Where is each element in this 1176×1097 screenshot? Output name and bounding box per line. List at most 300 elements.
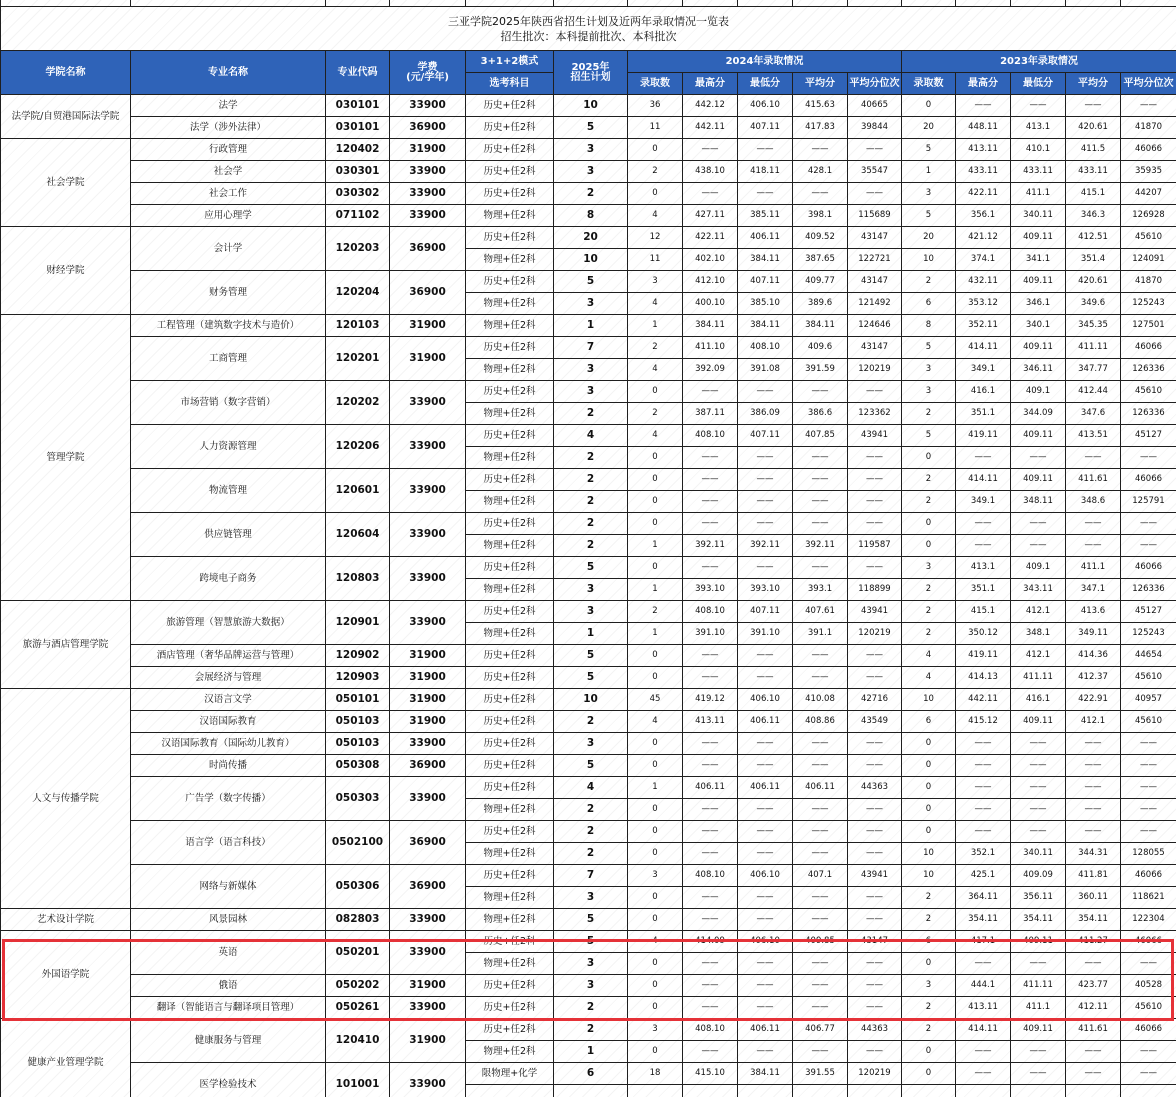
subjects-cell[interactable]: 历史+任2科 (466, 755, 554, 777)
value-cell[interactable]: 385.10 (738, 293, 793, 315)
value-cell[interactable]: —— (683, 469, 738, 491)
value-cell[interactable]: 3 (902, 381, 956, 403)
value-cell[interactable]: 41870 (1121, 271, 1176, 293)
value-cell[interactable]: 392.11 (738, 535, 793, 557)
value-cell[interactable] (738, 1085, 793, 1097)
subjects-cell[interactable]: 物理+任2科 (466, 623, 554, 645)
value-cell[interactable]: 416.1 (1011, 689, 1066, 711)
value-cell[interactable]: —— (956, 777, 1011, 799)
value-cell[interactable]: 0 (902, 1063, 956, 1085)
value-cell[interactable] (1066, 1085, 1121, 1097)
value-cell[interactable]: 0 (628, 975, 683, 997)
value-cell[interactable]: 411.1 (1011, 183, 1066, 205)
value-cell[interactable]: 393.1 (793, 579, 848, 601)
value-cell[interactable]: 411.61 (1066, 469, 1121, 491)
subjects-cell[interactable]: 物理+任2科 (466, 887, 554, 909)
subjects-cell[interactable]: 物理+任2科 (466, 1041, 554, 1063)
value-cell[interactable]: 2 (628, 403, 683, 425)
value-cell[interactable]: 414.11 (956, 1019, 1011, 1041)
value-cell[interactable]: 3 (902, 183, 956, 205)
value-cell[interactable]: 414.13 (956, 667, 1011, 689)
value-cell[interactable]: 413.11 (956, 997, 1011, 1019)
value-cell[interactable]: —— (683, 557, 738, 579)
college-cell[interactable]: 人文与传播学院 (1, 689, 131, 909)
value-cell[interactable]: —— (1011, 535, 1066, 557)
value-cell[interactable]: —— (683, 645, 738, 667)
value-cell[interactable]: —— (848, 645, 902, 667)
value-cell[interactable]: —— (738, 469, 793, 491)
value-cell[interactable]: 3 (628, 271, 683, 293)
value-cell[interactable]: 406.77 (793, 1019, 848, 1041)
value-cell[interactable]: 356.1 (956, 205, 1011, 227)
value-cell[interactable]: 427.11 (683, 205, 738, 227)
value-cell[interactable]: 126336 (1121, 403, 1176, 425)
value-cell[interactable]: 407.11 (738, 117, 793, 139)
value-cell[interactable]: 126928 (1121, 205, 1176, 227)
code-cell[interactable]: 050101 (326, 689, 390, 711)
value-cell[interactable]: —— (1011, 447, 1066, 469)
value-cell[interactable]: 0 (902, 755, 956, 777)
value-cell[interactable]: 44207 (1121, 183, 1176, 205)
value-cell[interactable]: 415.1 (1066, 183, 1121, 205)
value-cell[interactable]: 5 (902, 139, 956, 161)
value-cell[interactable]: 45610 (1121, 381, 1176, 403)
value-cell[interactable]: —— (1121, 447, 1176, 469)
plan-cell[interactable]: 2 (554, 997, 628, 1019)
value-cell[interactable]: 0 (628, 491, 683, 513)
subjects-cell[interactable]: 历史+任2科 (466, 117, 554, 139)
header-tuition[interactable] (390, 51, 466, 95)
value-cell[interactable]: 409.09 (1011, 865, 1066, 887)
value-cell[interactable]: —— (1011, 95, 1066, 117)
value-cell[interactable]: 1 (628, 315, 683, 337)
value-cell[interactable]: 391.59 (793, 359, 848, 381)
header-subjects[interactable]: 选考科目 (466, 73, 554, 95)
value-cell[interactable]: 4 (628, 205, 683, 227)
value-cell[interactable]: 0 (628, 469, 683, 491)
major-cell[interactable]: 工商管理 (131, 337, 326, 381)
value-cell[interactable]: —— (793, 953, 848, 975)
value-cell[interactable]: —— (848, 799, 902, 821)
value-cell[interactable]: —— (956, 953, 1011, 975)
value-cell[interactable]: 2 (902, 623, 956, 645)
plan-cell[interactable]: 2 (554, 843, 628, 865)
major-cell[interactable]: 应用心理学 (131, 205, 326, 227)
plan-cell[interactable]: 2 (554, 821, 628, 843)
college-cell[interactable]: 管理学院 (1, 315, 131, 601)
value-cell[interactable]: —— (848, 557, 902, 579)
value-cell[interactable]: —— (793, 491, 848, 513)
plan-cell[interactable]: 2 (554, 711, 628, 733)
subjects-cell[interactable]: 历史+任2科 (466, 645, 554, 667)
value-cell[interactable]: —— (683, 843, 738, 865)
code-cell[interactable]: 030101 (326, 95, 390, 117)
value-cell[interactable]: 2 (628, 161, 683, 183)
value-cell[interactable]: 3 (902, 557, 956, 579)
code-cell[interactable]: 120410 (326, 1019, 390, 1063)
value-cell[interactable]: —— (1066, 535, 1121, 557)
subjects-cell[interactable]: 历史+任2科 (466, 667, 554, 689)
value-cell[interactable]: 4 (628, 931, 683, 953)
sheet-title[interactable] (1, 7, 1176, 51)
value-cell[interactable]: 406.11 (738, 777, 793, 799)
value-cell[interactable]: 340.11 (1011, 205, 1066, 227)
subjects-cell[interactable] (466, 1085, 554, 1097)
value-cell[interactable]: 406.10 (738, 865, 793, 887)
value-cell[interactable]: 413.11 (683, 711, 738, 733)
value-cell[interactable]: 349.1 (956, 359, 1011, 381)
plan-cell[interactable]: 5 (554, 271, 628, 293)
value-cell[interactable]: —— (848, 843, 902, 865)
value-cell[interactable]: —— (848, 469, 902, 491)
value-cell[interactable]: 44363 (848, 777, 902, 799)
value-cell[interactable]: 0 (902, 95, 956, 117)
value-cell[interactable]: 413.11 (956, 139, 1011, 161)
value-cell[interactable]: 407.11 (738, 425, 793, 447)
subjects-cell[interactable]: 物理+任2科 (466, 315, 554, 337)
value-cell[interactable]: 412.37 (1066, 667, 1121, 689)
header-admit[interactable]: 录取数 (628, 73, 683, 95)
value-cell[interactable]: 1 (902, 161, 956, 183)
value-cell[interactable]: 2 (902, 271, 956, 293)
value-cell[interactable]: 423.77 (1066, 975, 1121, 997)
value-cell[interactable]: —— (683, 953, 738, 975)
value-cell[interactable]: 125243 (1121, 293, 1176, 315)
value-cell[interactable]: —— (793, 667, 848, 689)
value-cell[interactable]: 120219 (848, 1063, 902, 1085)
value-cell[interactable]: —— (1011, 777, 1066, 799)
value-cell[interactable]: —— (1011, 733, 1066, 755)
code-cell[interactable]: 120206 (326, 425, 390, 469)
value-cell[interactable]: 422.11 (956, 183, 1011, 205)
subjects-cell[interactable]: 历史+任2科 (466, 821, 554, 843)
subjects-cell[interactable]: 历史+任2科 (466, 557, 554, 579)
value-cell[interactable]: 407.61 (793, 601, 848, 623)
code-cell[interactable]: 120903 (326, 667, 390, 689)
value-cell[interactable]: 2 (628, 601, 683, 623)
value-cell[interactable]: 409.52 (793, 227, 848, 249)
subjects-cell[interactable]: 物理+任2科 (466, 535, 554, 557)
value-cell[interactable]: 391.10 (683, 623, 738, 645)
value-cell[interactable]: —— (683, 997, 738, 1019)
value-cell[interactable]: 45610 (1121, 227, 1176, 249)
plan-cell[interactable]: 2 (554, 447, 628, 469)
subjects-cell[interactable]: 历史+任2科 (466, 997, 554, 1019)
subjects-cell[interactable]: 物理+任2科 (466, 205, 554, 227)
value-cell[interactable]: 43147 (848, 227, 902, 249)
value-cell[interactable]: —— (1011, 755, 1066, 777)
value-cell[interactable]: 409.11 (1011, 711, 1066, 733)
value-cell[interactable]: —— (1121, 535, 1176, 557)
value-cell[interactable]: 392.11 (683, 535, 738, 557)
value-cell[interactable]: —— (793, 799, 848, 821)
value-cell[interactable]: —— (683, 887, 738, 909)
value-cell[interactable]: —— (1011, 953, 1066, 975)
value-cell[interactable]: 422.91 (1066, 689, 1121, 711)
value-cell[interactable]: —— (848, 887, 902, 909)
tuition-cell[interactable]: 31900 (390, 667, 466, 689)
value-cell[interactable]: 409.77 (793, 271, 848, 293)
value-cell[interactable]: —— (848, 997, 902, 1019)
value-cell[interactable]: 10 (902, 865, 956, 887)
header-2024[interactable]: 2024年录取情况 (628, 51, 902, 73)
value-cell[interactable]: 340.1 (1011, 315, 1066, 337)
value-cell[interactable]: 411.81 (1066, 865, 1121, 887)
value-cell[interactable]: 384.11 (738, 1063, 793, 1085)
value-cell[interactable]: 433.11 (1066, 161, 1121, 183)
tuition-cell[interactable]: 31900 (390, 645, 466, 667)
value-cell[interactable]: 346.3 (1066, 205, 1121, 227)
value-cell[interactable]: 384.11 (738, 249, 793, 271)
value-cell[interactable]: 10 (902, 843, 956, 865)
value-cell[interactable]: 128055 (1121, 843, 1176, 865)
value-cell[interactable]: 39844 (848, 117, 902, 139)
tuition-cell[interactable]: 31900 (390, 337, 466, 381)
value-cell[interactable]: —— (683, 975, 738, 997)
value-cell[interactable]: 1 (628, 535, 683, 557)
value-cell[interactable]: 5 (902, 337, 956, 359)
value-cell[interactable]: —— (683, 733, 738, 755)
value-cell[interactable]: 384.11 (738, 315, 793, 337)
subjects-cell[interactable]: 物理+任2科 (466, 293, 554, 315)
plan-cell[interactable]: 5 (554, 909, 628, 931)
value-cell[interactable]: 0 (628, 139, 683, 161)
value-cell[interactable]: 406.11 (738, 227, 793, 249)
value-cell[interactable] (902, 1085, 956, 1097)
plan-cell[interactable]: 2 (554, 469, 628, 491)
value-cell[interactable]: 409.11 (1011, 337, 1066, 359)
value-cell[interactable]: 0 (628, 909, 683, 931)
value-cell[interactable]: 407.85 (793, 425, 848, 447)
value-cell[interactable]: 3 (902, 359, 956, 381)
value-cell[interactable]: —— (793, 645, 848, 667)
value-cell[interactable]: 384.11 (793, 315, 848, 337)
plan-cell[interactable]: 4 (554, 425, 628, 447)
subjects-cell[interactable]: 历史+任2科 (466, 865, 554, 887)
value-cell[interactable]: —— (956, 447, 1011, 469)
header-min[interactable]: 最低分 (1011, 73, 1066, 95)
college-cell[interactable]: 旅游与酒店管理学院 (1, 601, 131, 689)
value-cell[interactable]: —— (738, 139, 793, 161)
value-cell[interactable]: 0 (628, 557, 683, 579)
value-cell[interactable]: 10 (902, 249, 956, 271)
value-cell[interactable]: —— (1121, 1063, 1176, 1085)
plan-cell[interactable]: 1 (554, 623, 628, 645)
value-cell[interactable]: —— (956, 733, 1011, 755)
subjects-cell[interactable]: 物理+任2科 (466, 953, 554, 975)
value-cell[interactable]: —— (1066, 755, 1121, 777)
value-cell[interactable]: —— (1066, 733, 1121, 755)
code-cell[interactable]: 120202 (326, 381, 390, 425)
value-cell[interactable]: 0 (628, 183, 683, 205)
header-major[interactable]: 专业名称 (131, 51, 326, 95)
tuition-cell[interactable]: 36900 (390, 117, 466, 139)
value-cell[interactable]: 40665 (848, 95, 902, 117)
value-cell[interactable]: 4 (628, 293, 683, 315)
college-cell[interactable]: 艺术设计学院 (1, 909, 131, 931)
value-cell[interactable]: —— (793, 887, 848, 909)
header-admit[interactable]: 录取数 (902, 73, 956, 95)
code-cell[interactable]: 101001 (326, 1063, 390, 1097)
value-cell[interactable]: —— (848, 513, 902, 535)
major-cell[interactable]: 社会学 (131, 161, 326, 183)
value-cell[interactable]: 347.1 (1066, 579, 1121, 601)
value-cell[interactable]: 3 (902, 975, 956, 997)
subjects-cell[interactable]: 历史+任2科 (466, 183, 554, 205)
tuition-cell[interactable]: 33900 (390, 557, 466, 601)
value-cell[interactable]: 0 (628, 513, 683, 535)
value-cell[interactable]: —— (683, 447, 738, 469)
value-cell[interactable]: 2 (902, 887, 956, 909)
value-cell[interactable]: —— (738, 645, 793, 667)
value-cell[interactable]: 45610 (1121, 711, 1176, 733)
subjects-cell[interactable]: 历史+任2科 (466, 1019, 554, 1041)
header-code[interactable]: 专业代码 (326, 51, 390, 95)
value-cell[interactable]: —— (683, 513, 738, 535)
header-mode[interactable]: 3+1+2模式 (466, 51, 554, 73)
value-cell[interactable]: —— (956, 821, 1011, 843)
tuition-cell[interactable]: 31900 (390, 689, 466, 711)
value-cell[interactable]: 125243 (1121, 623, 1176, 645)
value-cell[interactable]: —— (848, 953, 902, 975)
value-cell[interactable]: 0 (902, 799, 956, 821)
subjects-cell[interactable]: 物理+任2科 (466, 799, 554, 821)
plan-cell[interactable]: 3 (554, 381, 628, 403)
plan-cell[interactable]: 10 (554, 95, 628, 117)
value-cell[interactable]: 124646 (848, 315, 902, 337)
plan-cell[interactable]: 8 (554, 205, 628, 227)
value-cell[interactable]: 422.11 (683, 227, 738, 249)
value-cell[interactable]: 46066 (1121, 337, 1176, 359)
value-cell[interactable]: 43941 (848, 865, 902, 887)
value-cell[interactable]: —— (1066, 1063, 1121, 1085)
value-cell[interactable]: —— (683, 491, 738, 513)
value-cell[interactable]: —— (683, 755, 738, 777)
value-cell[interactable]: 43147 (848, 931, 902, 953)
value-cell[interactable] (848, 1085, 902, 1097)
value-cell[interactable]: —— (1066, 95, 1121, 117)
value-cell[interactable]: —— (848, 821, 902, 843)
value-cell[interactable]: —— (793, 997, 848, 1019)
value-cell[interactable]: —— (683, 667, 738, 689)
value-cell[interactable]: —— (738, 953, 793, 975)
value-cell[interactable]: —— (738, 667, 793, 689)
value-cell[interactable]: 411.1 (1066, 557, 1121, 579)
value-cell[interactable]: —— (1066, 777, 1121, 799)
value-cell[interactable]: 6 (902, 931, 956, 953)
value-cell[interactable]: 6 (902, 293, 956, 315)
value-cell[interactable]: —— (683, 1041, 738, 1063)
value-cell[interactable]: 350.12 (956, 623, 1011, 645)
value-cell[interactable]: 2 (902, 491, 956, 513)
code-cell[interactable]: 050202 (326, 975, 390, 997)
value-cell[interactable]: —— (793, 975, 848, 997)
subjects-cell[interactable]: 历史+任2科 (466, 227, 554, 249)
value-cell[interactable]: 1 (628, 777, 683, 799)
value-cell[interactable]: —— (848, 447, 902, 469)
value-cell[interactable]: 46066 (1121, 1019, 1176, 1041)
value-cell[interactable]: 360.11 (1066, 887, 1121, 909)
plan-cell[interactable]: 2 (554, 491, 628, 513)
header-max[interactable]: 最高分 (956, 73, 1011, 95)
value-cell[interactable]: 2 (902, 403, 956, 425)
value-cell[interactable]: 20 (902, 227, 956, 249)
tuition-cell[interactable]: 33900 (390, 909, 466, 931)
value-cell[interactable]: 417.1 (956, 931, 1011, 953)
value-cell[interactable]: —— (1011, 821, 1066, 843)
value-cell[interactable]: —— (1121, 733, 1176, 755)
value-cell[interactable]: 406.11 (738, 711, 793, 733)
major-cell[interactable]: 法学（涉外法律） (131, 117, 326, 139)
value-cell[interactable]: 393.10 (738, 579, 793, 601)
value-cell[interactable]: —— (848, 1041, 902, 1063)
plan-cell[interactable]: 3 (554, 139, 628, 161)
value-cell[interactable]: —— (956, 755, 1011, 777)
plan-cell[interactable]: 3 (554, 161, 628, 183)
value-cell[interactable]: 415.63 (793, 95, 848, 117)
value-cell[interactable]: 409.11 (1011, 1019, 1066, 1041)
value-cell[interactable]: 11 (628, 117, 683, 139)
value-cell[interactable]: 433.11 (1011, 161, 1066, 183)
value-cell[interactable]: 414.09 (683, 931, 738, 953)
value-cell[interactable]: —— (738, 447, 793, 469)
value-cell[interactable]: 402.10 (683, 249, 738, 271)
value-cell[interactable]: —— (956, 1041, 1011, 1063)
value-cell[interactable]: 45127 (1121, 425, 1176, 447)
subjects-cell[interactable]: 物理+任2科 (466, 403, 554, 425)
value-cell[interactable]: 411.11 (1011, 667, 1066, 689)
value-cell[interactable]: 408.10 (683, 865, 738, 887)
value-cell[interactable]: 0 (628, 887, 683, 909)
header-college[interactable]: 学院名称 (1, 51, 131, 95)
value-cell[interactable]: 417.83 (793, 117, 848, 139)
value-cell[interactable]: 406.10 (738, 689, 793, 711)
value-cell[interactable]: —— (683, 909, 738, 931)
value-cell[interactable]: —— (793, 469, 848, 491)
major-cell[interactable]: 汉语国际教育 (131, 711, 326, 733)
plan-cell[interactable] (554, 1085, 628, 1097)
value-cell[interactable]: 46066 (1121, 469, 1176, 491)
plan-cell[interactable]: 5 (554, 931, 628, 953)
plan-cell[interactable]: 7 (554, 865, 628, 887)
subjects-cell[interactable]: 物理+任2科 (466, 447, 554, 469)
major-cell[interactable]: 社会工作 (131, 183, 326, 205)
tuition-cell[interactable]: 36900 (390, 755, 466, 777)
value-cell[interactable]: —— (738, 1041, 793, 1063)
college-cell[interactable]: 财经学院 (1, 227, 131, 315)
value-cell[interactable]: 0 (628, 733, 683, 755)
value-cell[interactable]: 391.08 (738, 359, 793, 381)
value-cell[interactable]: —— (683, 381, 738, 403)
subjects-cell[interactable]: 限物理+化学 (466, 1063, 554, 1085)
value-cell[interactable]: 386.09 (738, 403, 793, 425)
major-cell[interactable]: 网络与新媒体 (131, 865, 326, 909)
value-cell[interactable]: 4 (628, 711, 683, 733)
plan-cell[interactable]: 3 (554, 359, 628, 381)
value-cell[interactable]: 0 (628, 843, 683, 865)
value-cell[interactable]: 35547 (848, 161, 902, 183)
value-cell[interactable]: 0 (902, 777, 956, 799)
value-cell[interactable]: —— (1066, 1041, 1121, 1063)
value-cell[interactable]: 349.6 (1066, 293, 1121, 315)
tuition-cell[interactable]: 33900 (390, 183, 466, 205)
code-cell[interactable]: 120103 (326, 315, 390, 337)
value-cell[interactable]: 418.11 (738, 161, 793, 183)
code-cell[interactable]: 050261 (326, 997, 390, 1019)
value-cell[interactable]: 119587 (848, 535, 902, 557)
value-cell[interactable]: 0 (902, 447, 956, 469)
value-cell[interactable]: 412.1 (1066, 711, 1121, 733)
